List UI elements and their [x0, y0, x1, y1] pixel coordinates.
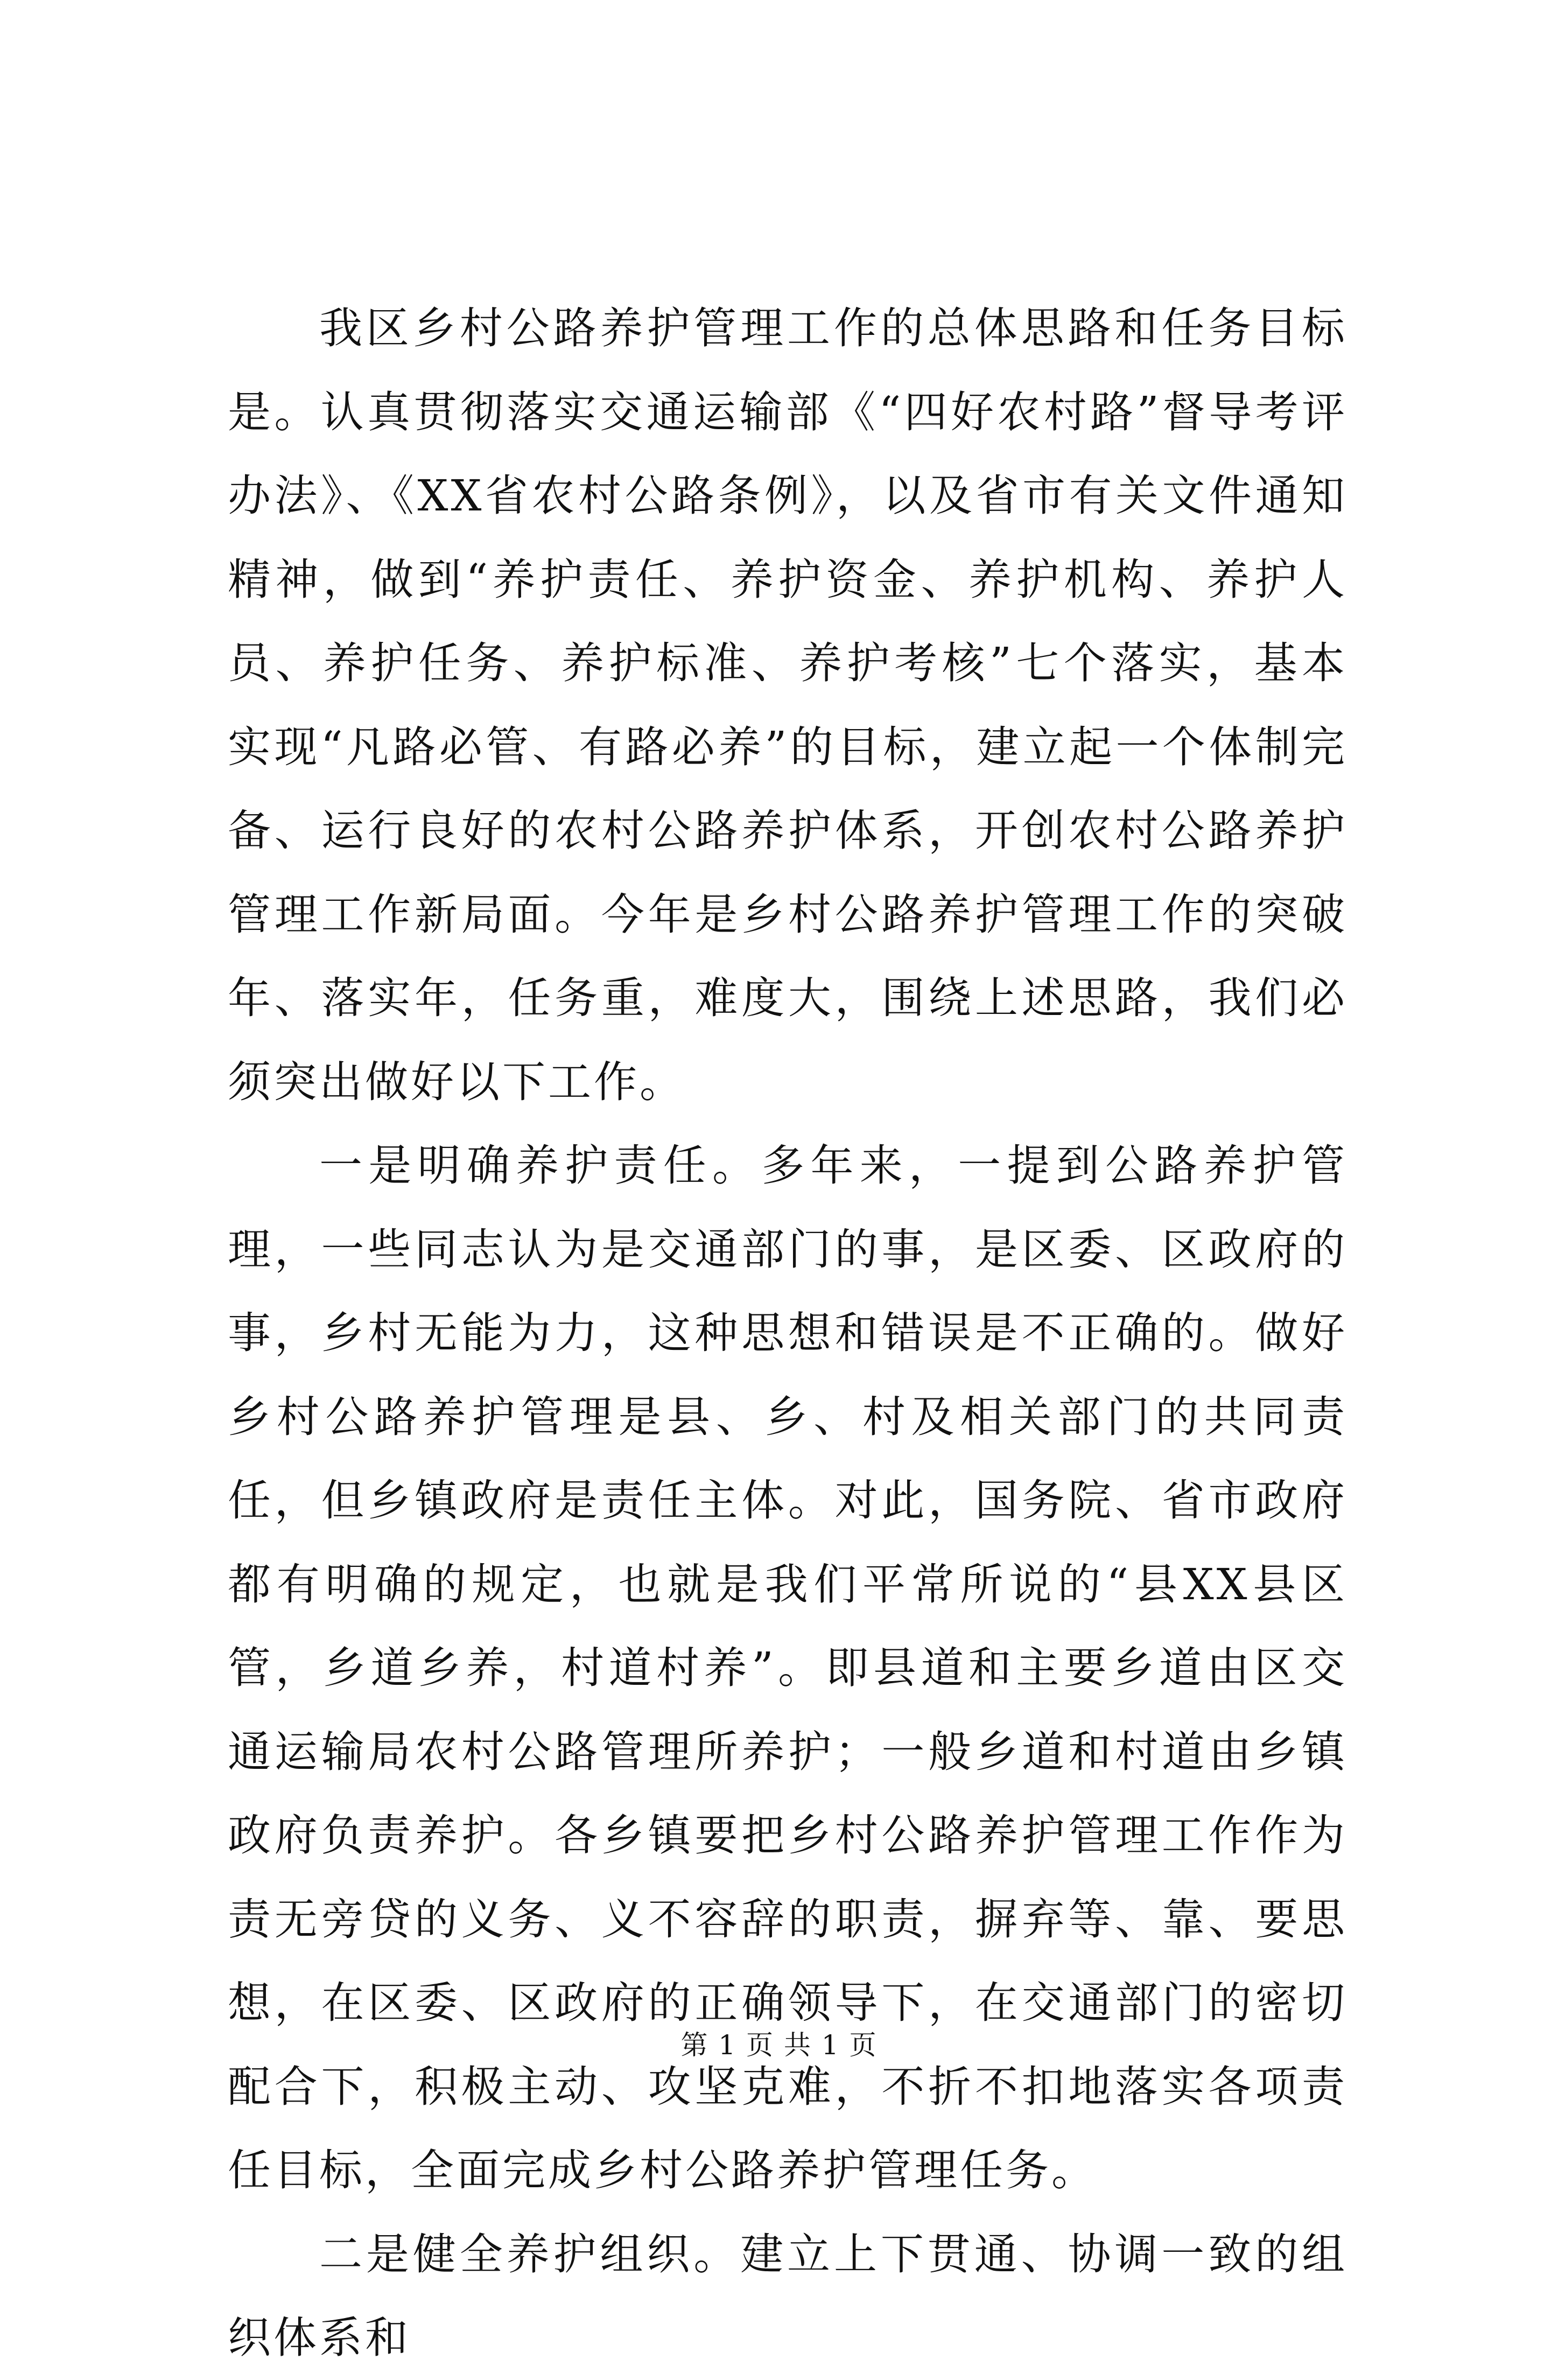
- page-number-label: 第 1 页 共 1 页: [680, 2029, 878, 2061]
- document-body: [228, 286, 1348, 2380]
- paragraph-organization: 二是健全养护组织。建立上下贯通、协调一致的组织体系和: [228, 2229, 1348, 2363]
- paragraph-responsibility: 一是明确养护责任。多年来，一提到公路养护管理，一些同志认为是交通部门的事，是区委、区政府的事，乡村无能为力，这种思想和错误是不正确的。做好乡村公路养护管理是县、乡、村及相关部门的共同责任，但乡镇政府是责任主体。对此，国务院、省市政府都有明确的规定，也就是我们平常所说的“县XX县区管，乡道乡养，村道村养”。即县道和主要乡道由区交通运输局农村公路管理所养护；一般乡道和村道由乡镇政府负责养护。各乡镇要把乡村公路养护管理工作作为责无旁贷的义务、义不容辞的职责，摒弃等、靠、要思想，在区委、区政府的正确领导下，在交通部门的密切配合下，积极主动、攻坚克难，不折不扣地落实各项责任目标，全面完成乡村公路养护管理任务。: [228, 1140, 1348, 2195]
- page-footer: [0, 2024, 1558, 2062]
- paragraph-overview: 我区乡村公路养护管理工作的总体思路和任务目标是。认真贯彻落实交通运输部《“四好农村路”督导考评办法》、《XX省农村公路条例》，以及省市有关文件通知精神，做到“养护责任、养护资金、养护机构、养护人员、养护任务、养护标准、养护考核”七个落实，基本实现“凡路必管、有路必养”的目标，建立起一个体制完备、运行良好的农村公路养护体系，开创农村公路养护管理工作新局面。今年是乡村公路养护管理工作的突破年、落实年，任务重，难度大，围绕上述思路，我们必须突出做好以下工作。: [228, 303, 1348, 1107]
